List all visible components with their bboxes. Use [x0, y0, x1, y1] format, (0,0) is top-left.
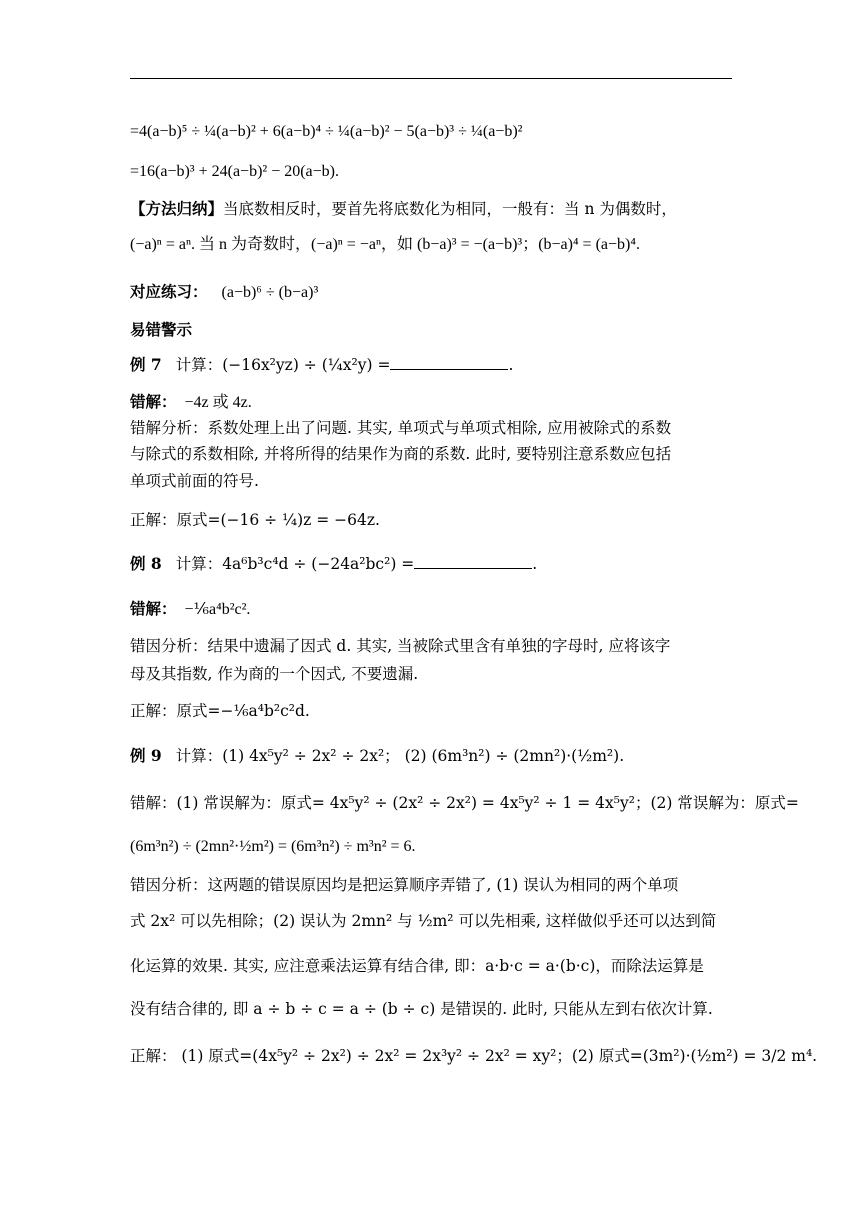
example-9-analysis-2: 式 2x² 可以先相除；(2) 误认为 2mn² 与 ½m² 可以先相乘, 这样做似乎还可以达到简	[130, 912, 717, 930]
example-8-question: 计算：4a⁶b³c⁴d ÷ (−24a²bc²) =	[175, 555, 415, 573]
answer-blank	[390, 355, 508, 370]
wrong-answer-label: 错解：	[130, 392, 177, 411]
example-7-analysis-1: 错解分析：系数处理上出了问题. 其实, 单项式与单项式相除, 应用被除式的系数	[130, 419, 672, 437]
example-8-correct: 正解：原式=−⅙a⁴b²c²d.	[130, 702, 310, 720]
example-7-wrong-answer: −4z 或 4z.	[184, 394, 252, 411]
example-9-wrong-2: (6m³n²) ÷ (2mn²·½m²) = (6m³n²) ÷ m³n² = 6.	[130, 838, 416, 855]
example-9-correct: 正解： (1) 原式=(4x⁵y² ÷ 2x²) ÷ 2x² = 2x³y² ÷ 2x² = xy²；(2) 原式=(3m²)·(½m²) = 3/2 m⁴.	[130, 1047, 818, 1065]
math-line-1: =4(a−b)⁵ ÷ ¼(a−b)² + 6(a−b)⁴ ÷ ¼(a−b)² − 5(a−b)³ ÷ ¼(a−b)²	[130, 123, 523, 140]
example-7-analysis-3: 单项式前面的符号.	[130, 472, 259, 490]
math-line-2: =16(a−b)³ + 24(a−b)² − 20(a−b).	[130, 163, 340, 180]
practice-line	[130, 281, 732, 304]
example-9-analysis-3: 化运算的效果. 其实, 应注意乘法运算有结合律, 即：a·b·c = a·(b·c)，而除法运算是	[130, 957, 704, 975]
method-summary-text: 当底数相反时，要首先将底数化为相同，一般有：当 n 为偶数时，	[223, 200, 677, 218]
practice-expression: (a−b)⁶ ÷ (b−a)³	[221, 284, 319, 301]
practice-heading: 对应练习：	[130, 282, 208, 301]
example-8-line: 例 8 计算：4a⁶b³c⁴d ÷ (−24a²bc²) = .	[130, 554, 538, 573]
example-8-wrong-answer: −⅙a⁴b²c².	[184, 601, 251, 618]
header-rule	[130, 78, 732, 79]
example-7-correct: 正解：原式=(−16 ÷ ¼)z = −64z.	[130, 511, 380, 529]
answer-blank	[414, 554, 532, 569]
example-8-analysis-1: 错因分析：结果中遗漏了因式 d. 其实, 当被除式里含有单独的字母时, 应将该字	[130, 637, 671, 655]
method-summary-line-1	[130, 198, 732, 220]
example-7-question: 计算：(−16x²yz) ÷ (¼x²y) =	[175, 356, 391, 374]
example-7-line: 例 7 计算：(−16x²yz) ÷ (¼x²y) = .	[130, 355, 514, 374]
method-summary-heading: 【方法归纳】	[130, 199, 224, 218]
example-7-label: 例 7	[130, 355, 162, 374]
pitfalls-heading: 易错警示	[130, 320, 193, 339]
example-7-wrong-line	[130, 391, 732, 414]
method-summary-line-2: (−a)ⁿ = aⁿ. 当 n 为奇数时，(−a)ⁿ = −aⁿ，如 (b−a)³ = −(a−b)³；(b−a)⁴ = (a−b)⁴.	[130, 236, 640, 253]
example-8-label: 例 8	[130, 554, 162, 573]
example-8-wrong-line	[130, 598, 732, 621]
wrong-answer-label: 错解：	[130, 599, 177, 618]
example-9-wrong-1: 错解：(1) 常误解为：原式= 4x⁵y² ÷ (2x² ÷ 2x²) = 4x⁵y² ÷ 1 = 4x⁵y²；(2) 常误解为：原式=	[130, 794, 799, 812]
example-8-analysis-2: 母及其指数, 作为商的一个因式, 不要遗漏.	[130, 665, 419, 683]
example-7-analysis-2: 与除式的系数相除, 并将所得的结果作为商的系数. 此时, 要特别注意系数应包括	[130, 445, 672, 463]
example-9-line	[130, 745, 732, 767]
example-9-question: 计算：(1) 4x⁵y² ÷ 2x² ÷ 2x²； (2) (6m³n²) ÷ (2mn²)·(½m²).	[175, 747, 625, 765]
example-9-analysis-1: 错因分析：这两题的错误原因均是把运算顺序弄错了, (1) 误认为相同的两个单项	[130, 876, 679, 894]
example-9-analysis-4: 没有结合律的, 即 a ÷ b ÷ c = a ÷ (b ÷ c) 是错误的. 此时, 只能从左到右依次计算.	[130, 1000, 713, 1018]
example-9-label: 例 9	[130, 746, 162, 765]
